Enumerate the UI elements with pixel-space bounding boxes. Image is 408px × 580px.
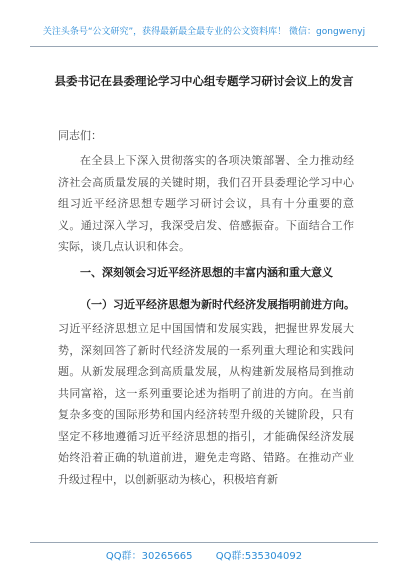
footer <box>0 547 408 562</box>
salutation: 同志们： <box>58 129 102 142</box>
footer-qq-group-1: QQ群：30265665 <box>105 551 193 562</box>
paragraph-body: 习近平经济思想立足中国国情和发展实践，把握世界发展大势，深刻回答了新时代经济发展的一系列重大理论和实践问题。从新发展理念到高质量发展，从构建新发展格局到推动共同富裕，这一系列重要论述为指明了前进的方向。在当前复杂多变的国际形势和国内经济转型升级的关键阶段，只有坚定不移地遵循习近平经济思想的指引，才能确保经济发展始终沿着正确的轨道前进，避免走弯路、错路。在推动产业升级过程中，以创新驱动为核心，积极培育新 <box>58 322 354 486</box>
footer-qq-group-2: QQ群:535304092 <box>215 551 303 562</box>
document-title: 县委书记在县委理论学习中心组专题学习研讨会议上的发言 <box>54 74 354 88</box>
section-heading-1: 一、深刻领会习近平经济思想的丰富内涵和重大意义 <box>80 266 333 279</box>
subsection-heading-1: （一）习近平经济思想为新时代经济发展指明前进方向。 <box>80 298 355 311</box>
paragraph-intro: 在全县上下深入贯彻落实的各项决策部署、全力推动经济社会高质量发展的关键时期，我们召开县委理论学习中心组习近平经济思想专题学习研讨会议，具有十分重要的意义。通过深入学习，我深受启发、倍感振奋。下面结合工作实际，谈几点认识和体会。 <box>58 154 354 253</box>
header-notice: 关注头条号“公文研究”，获得最新最全最专业的公文资料库！ 微信：gongwenyj <box>42 27 366 37</box>
footer-divider <box>30 542 378 543</box>
header-divider <box>30 46 378 47</box>
